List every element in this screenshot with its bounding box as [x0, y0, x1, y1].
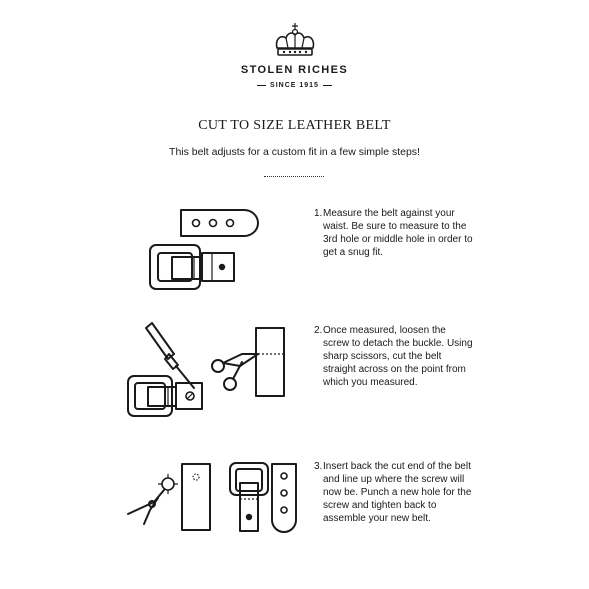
belt-strap-icon	[270, 462, 298, 536]
step-text: Measure the belt against your waist. Be sure to measure to the 3rd hole or middle hole in order to get a snug fit.	[323, 208, 473, 258]
buckle-icon	[148, 243, 238, 291]
buckle-icon	[228, 461, 270, 533]
brand-since	[0, 82, 589, 89]
step-number: 3.	[314, 461, 323, 472]
belt-strap-cut-icon	[180, 462, 212, 532]
step-text: Insert back the cut end of the belt and line up where the screw will now be. Punch a new hole for the screw and tighten back to assemble your new belt.	[323, 461, 472, 524]
belt-strap-cut-icon	[254, 326, 286, 398]
crown-icon	[272, 22, 318, 58]
step-number: 1.	[314, 208, 323, 219]
step-number: 2.	[314, 325, 323, 336]
step-1	[314, 207, 474, 259]
brand-name: STOLEN RICHES	[240, 64, 349, 76]
page-title: CUT TO SIZE LEATHER BELT	[198, 118, 391, 133]
belt-strap-icon	[178, 208, 264, 238]
step-2	[314, 324, 474, 389]
step-3	[314, 460, 474, 525]
hole-punch-icon	[124, 470, 186, 530]
since-text: SINCE 1915	[270, 82, 319, 89]
step-text: Once measured, loosen the screw to detach the buckle. Using sharp scissors, cut the belt straight across on the point from which you measured.	[323, 325, 473, 388]
buckle-icon	[126, 374, 206, 418]
dotted-divider	[264, 176, 324, 177]
page-subtitle: This belt adjusts for a custom fit in a few simple steps!	[169, 146, 420, 158]
